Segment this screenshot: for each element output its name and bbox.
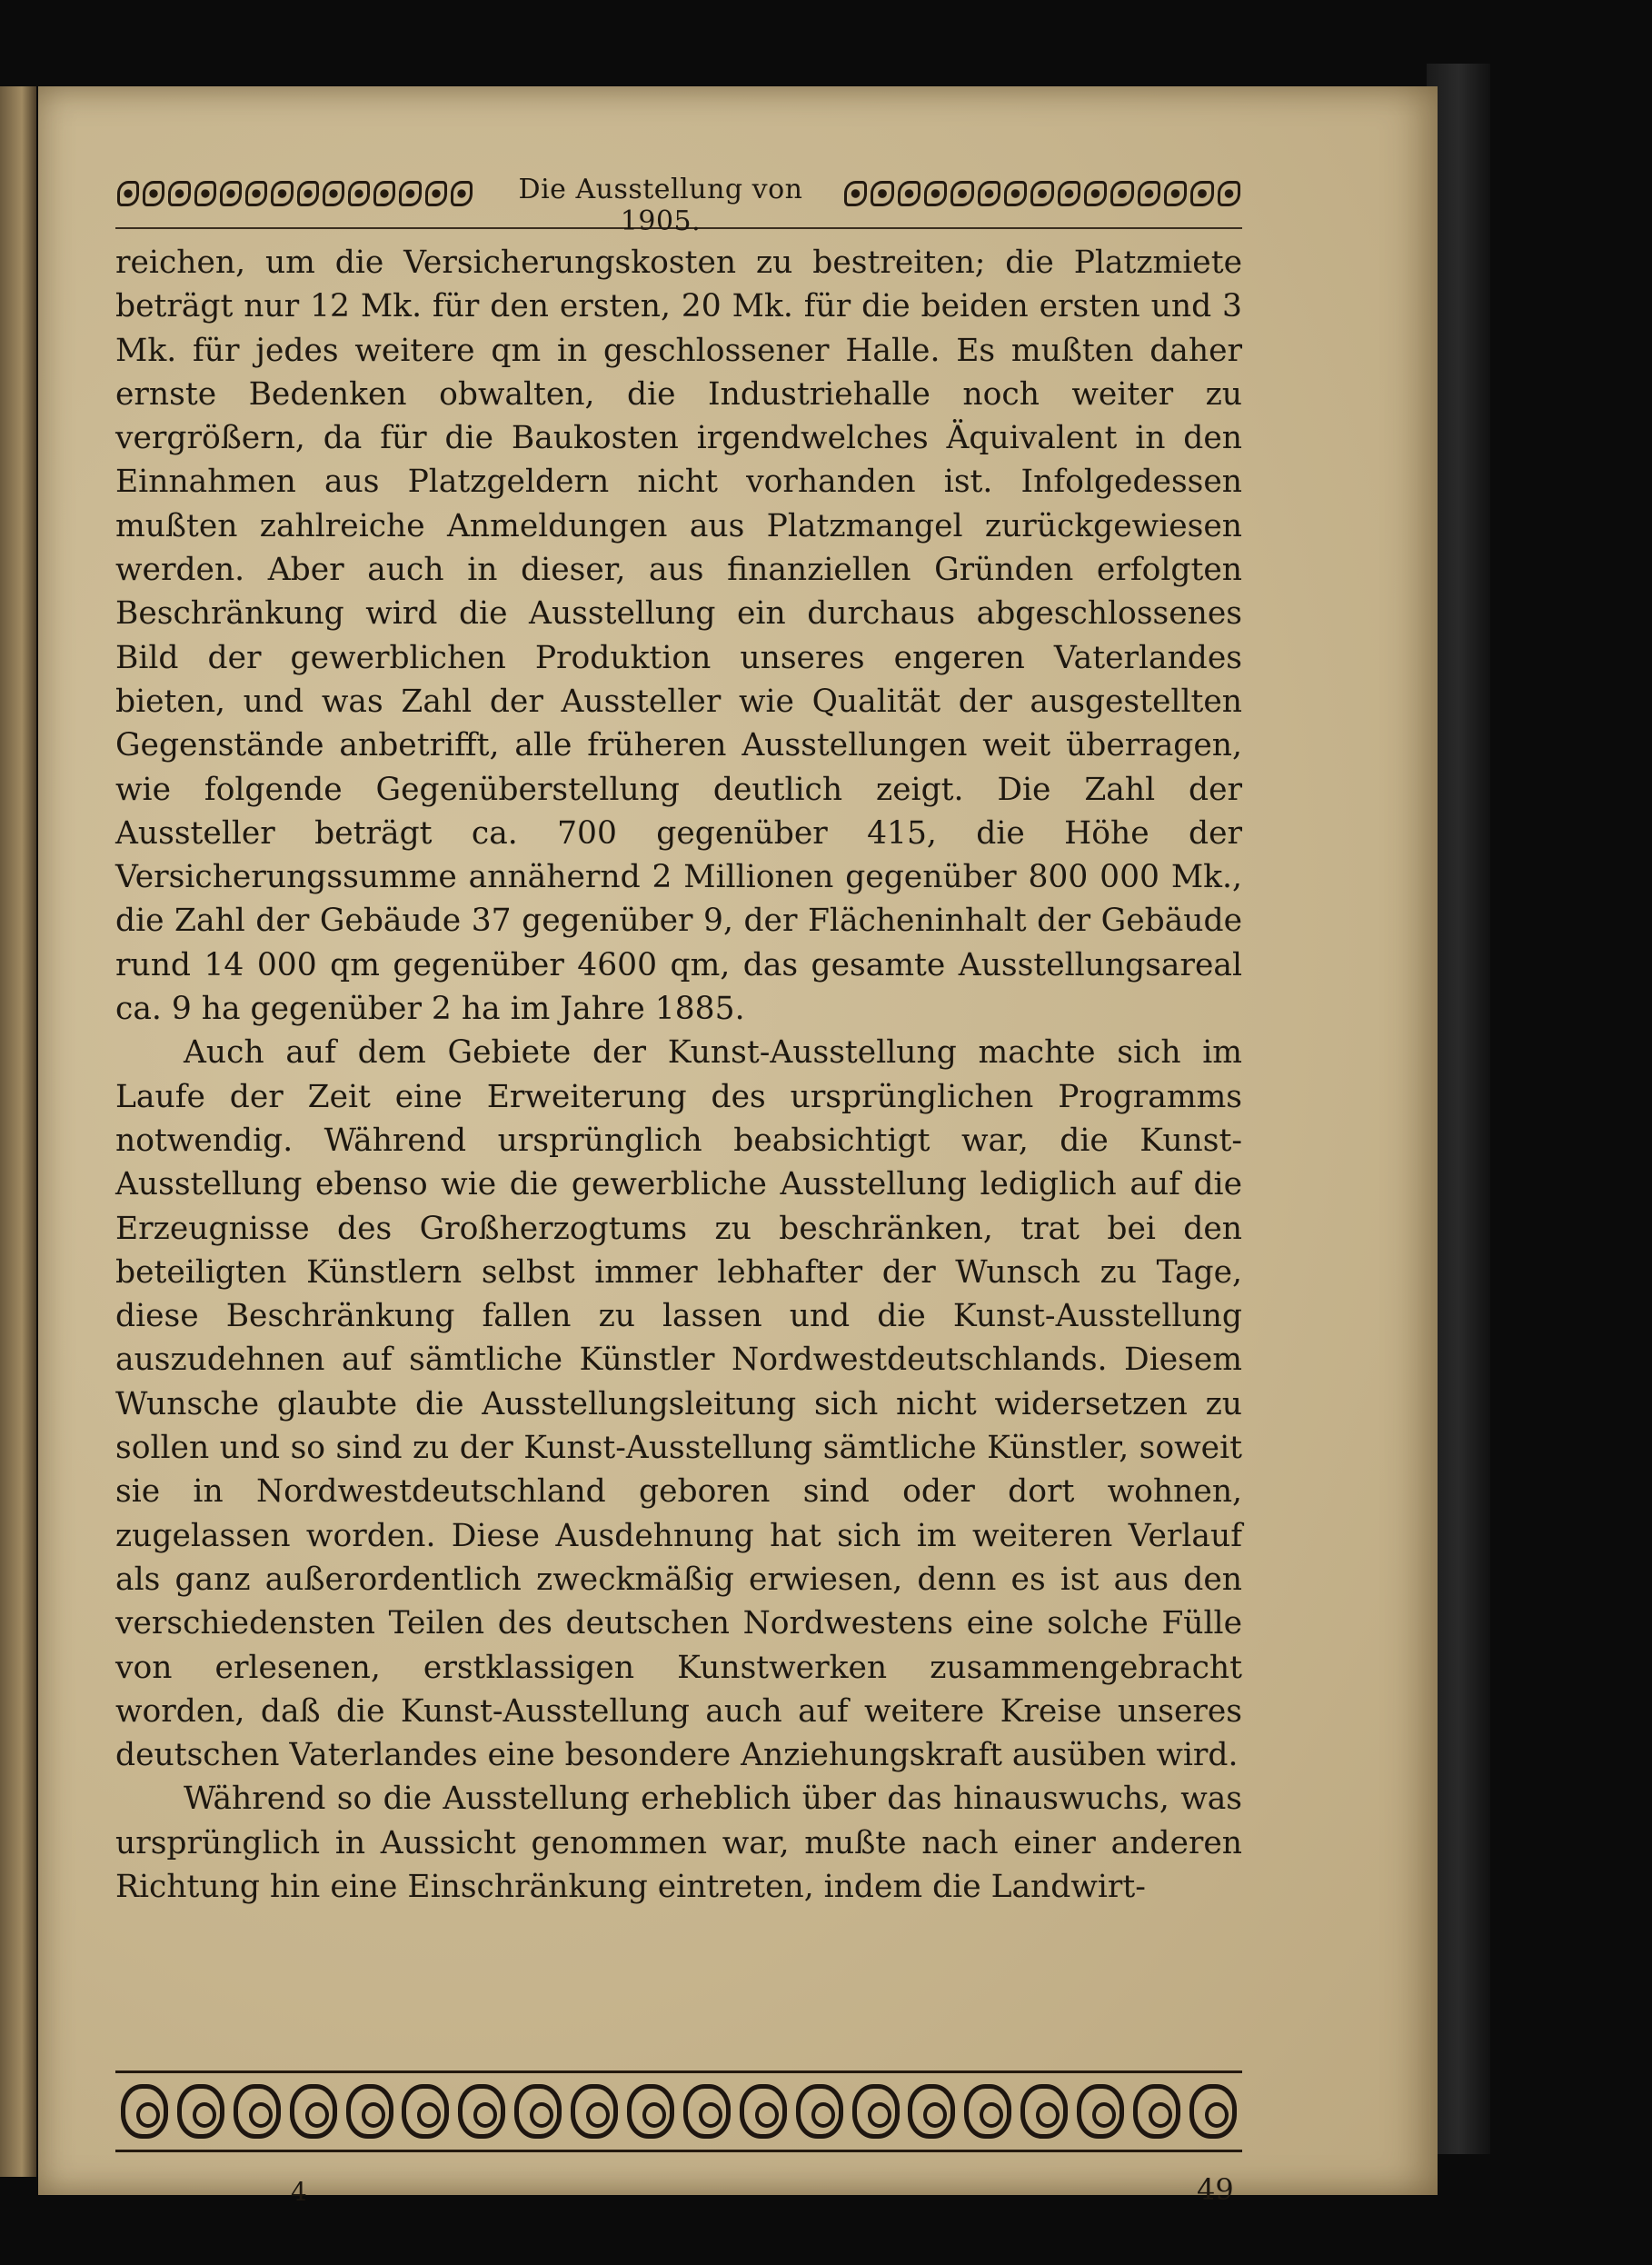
body-text (115, 241, 1242, 1909)
signature-mark: 4 (291, 2177, 307, 2207)
footer-ornament-border (115, 2070, 1242, 2152)
paragraph-kunst-ausstellung: Auch auf dem Gebiete der Kunst-Ausstellung machte sich im Laufe der Zeit eine Erweiterung des ursprünglichen Programms notwendig. Während ursprünglich beabsichtigt war, die Kunst-Ausstellung ebenso wie die gewerbliche Ausstellung lediglich auf die Erzeugnisse des Großherzogtums zu beschränken, trat bei den beteiligten Künstlern selbst immer lebhafter der Wunsch zu Tage, diese Beschränkung fallen zu lassen und die Kunst-Ausstellung auszudehnen auf sämtliche Künstler Nordwestdeutschlands. Diesem Wunsche glaubte die Ausstellungsleitung sich nicht widersetzen zu sollen und so sind zu der Kunst-Ausstellung sämtliche Künstler, soweit sie in Nordwestdeutschland geboren sind oder dort wohnen, zugelassen worden. Diese Ausdehnung hat sich im weiteren Verlauf als ganz außerordentlich zweckmäßig erwiesen, denn es ist aus den verschiedensten Teilen des deutschen Nordwestens eine solche Fülle von erlesenen, erstklassigen Kunstwerken zusammengebracht worden, daß die Kunst-Ausstellung auch auf weitere Kreise unseres deutschen Vaterlandes eine besondere Anziehungskraft ausüben wird. (115, 1034, 1242, 1774)
running-title: Die Ausstellung von 1905. (518, 174, 803, 237)
paragraph-einschraenkung: Während so die Ausstellung erheblich über das hinauswuchs, was ursprünglich in Aussicht genommen war, mußte nach einer anderen Richtung hin eine Einschränkung eintreten, indem die Landwirt- (115, 1781, 1242, 1905)
book-page (38, 86, 1438, 2207)
adjacent-page-edge (0, 86, 36, 2177)
header-ornament-left (115, 177, 474, 210)
page-number: 49 (1197, 2172, 1234, 2207)
paragraph-continuation: reichen, um die Versicherungskosten zu bestreiten; die Platzmiete beträgt nur 12 Mk. für den ersten, 20 Mk. für die beiden ersten und 3 Mk. für jedes weitere qm in geschlossener Halle. Es mußten daher ernste Bedenken obwalten, die Industriehalle noch weiter zu vergrößern, da für die Baukosten irgendwelches Äquivalent in den Einnahmen aus Platzgeldern nicht vorhanden ist. Infolgedessen mußten zahlreiche Anmeldungen aus Platzmangel zurückgewiesen werden. Aber auch in dieser, aus finanziellen Gründen erfolgten Beschränkung wird die Ausstellung ein durchaus abgeschlossenes Bild der gewerblichen Produktion unseres engeren Vaterlandes bieten, und was Zahl der Aussteller wie Qualität der ausgestellten Gegenstände anbetrifft, alle früheren Ausstellungen weit überragen, wie folgende Gegenüberstellung deutlich zeigt. Die Zahl der Aussteller beträgt ca. 700 gegenüber 415, die Höhe der Versicherungssumme annähernd 2 Millionen gegenüber 800 000 Mk., die Zahl der Gebäude 37 gegenüber 9, der Flächeninhalt der Gebäude rund 14 000 qm gegenüber 4600 qm, das gesamte Ausstellungsareal ca. 9 ha gegenüber 2 ha im Jahre 1885. (115, 244, 1242, 1028)
header-ornament-right (842, 177, 1242, 210)
